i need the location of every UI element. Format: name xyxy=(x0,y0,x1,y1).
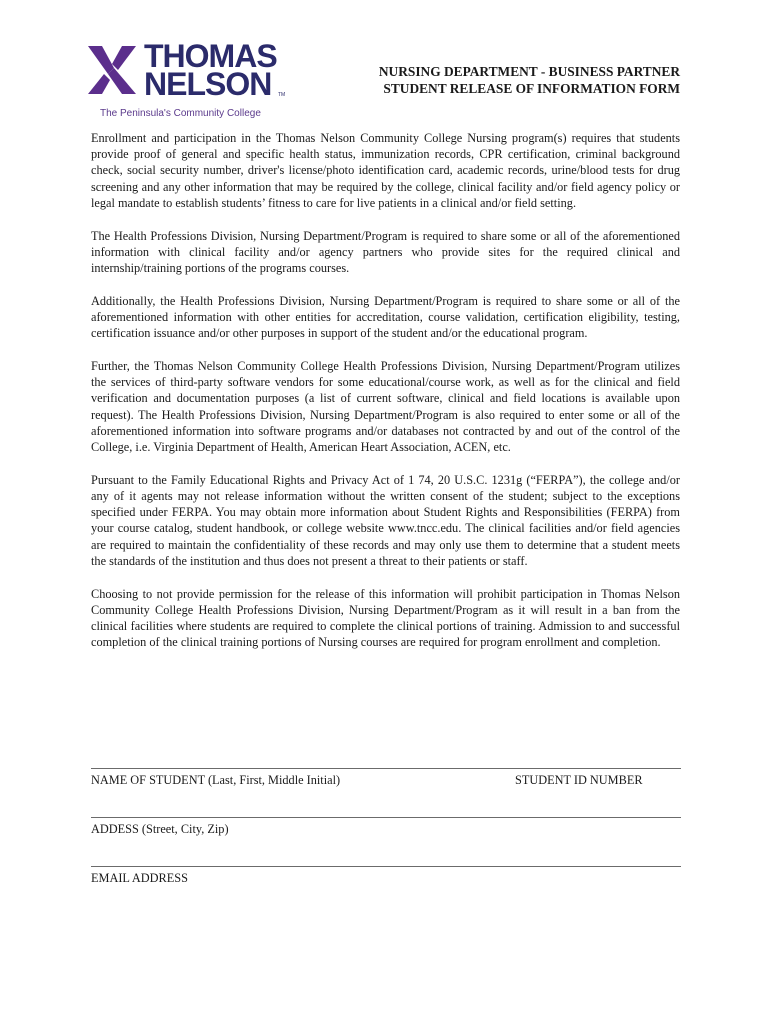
student-name-line[interactable] xyxy=(91,768,681,769)
student-name-field xyxy=(91,768,681,788)
form-body xyxy=(91,130,680,667)
logo-tagline: The Peninsula's Community College xyxy=(100,108,261,119)
paragraph-clinical-partners: The Health Professions Division, Nursing Department/Program is required to share some or all of the aforementioned information with clinical facility and/or agency partners who provide sites for the required clinical and internship/training portions of the programs courses. xyxy=(91,228,680,276)
form-title xyxy=(379,63,680,97)
paragraph-ferpa: Pursuant to the Family Educational Rights and Privacy Act of 1 74, 20 U.S.C. 1231g (“FERPA”), the college and/or any of it agents may not release information without the written consent of the student; subject to the exceptions specified under FERPA. You may obtain more information about Student Rights and Responsibilities (FERPA) from your course catalog, student handbook, or college website www.tncc.edu. The clinical facilities and/or field agencies are required to maintain the confidentiality of these records and may only use them to determine that a student meets the standards of the institution and thus does not present a threat to their patients or staff. xyxy=(91,472,680,568)
paragraph-consequences: Choosing to not provide permission for the release of this information will prohibit participation in Thomas Nelson Community College Health Professions Division, Nursing Department/Program as it will result in a ban from the clinical facilities where students are required to complete the clinical portions of training. Admission to and successful completion of the clinical training portions of Nursing courses are required for program enrollment and completion. xyxy=(91,586,680,650)
logo-trademark: TM xyxy=(278,92,286,98)
address-line[interactable] xyxy=(91,817,681,818)
address-field xyxy=(91,817,681,837)
address-label: ADDESS (Street, City, Zip) xyxy=(91,822,229,836)
email-field xyxy=(91,866,681,886)
logo-word-nelson: NELSON xyxy=(144,66,272,102)
thomas-nelson-mark-icon xyxy=(86,44,138,96)
paragraph-third-party-software: Further, the Thomas Nelson Community College Health Professions Division, Nursing Department/Program utilizes the services of third-party software vendors for some educational/course work, as well as for the clinical and field verification and documentation purposes (a list of current software, clinical and field locations is available upon request). The Health Professions Division, Nursing Department/Program is also required to enter some or all of the aforementioned information into software programs and/or databases not contracted by and out of the control of the College, i.e. Virginia Department of Health, American Heart Association, ACEN, etc. xyxy=(91,359,680,455)
form-title-line-2: STUDENT RELEASE OF INFORMATION FORM xyxy=(383,81,680,96)
paragraph-accreditation: Additionally, the Health Professions Division, Nursing Department/Program is required to share some or all of the aforementioned information with other entities for accreditation, course validation, certification eligibility, testing, certification issuance and/or other purposes in support of the student and/or the educational program. xyxy=(91,293,680,341)
student-name-label: NAME OF STUDENT (Last, First, Middle Initial) xyxy=(91,773,341,787)
email-line[interactable] xyxy=(91,866,681,867)
paragraph-enrollment-requirements: Enrollment and participation in the Thomas Nelson Community College Nursing program(s) requires that students provide proof of general and specific health status, immunization records, CPR certification, criminal background check, social security number, driver's license/photo identification card, academic records, urine/blood tests for drug screening and any other information that may be required by the college, clinical facility and/or field agency policy or legal mandate to establish students’ fitness to care for live patients in a clinical and/or field setting. xyxy=(91,131,680,210)
form-title-line-1: NURSING DEPARTMENT - BUSINESS PARTNER xyxy=(378,64,680,79)
logo-word-thomas: THOMAS xyxy=(144,38,277,74)
college-logo xyxy=(86,40,286,122)
email-label: EMAIL ADDRESS xyxy=(91,871,188,885)
student-id-label: STUDENT ID NUMBER xyxy=(515,773,643,787)
